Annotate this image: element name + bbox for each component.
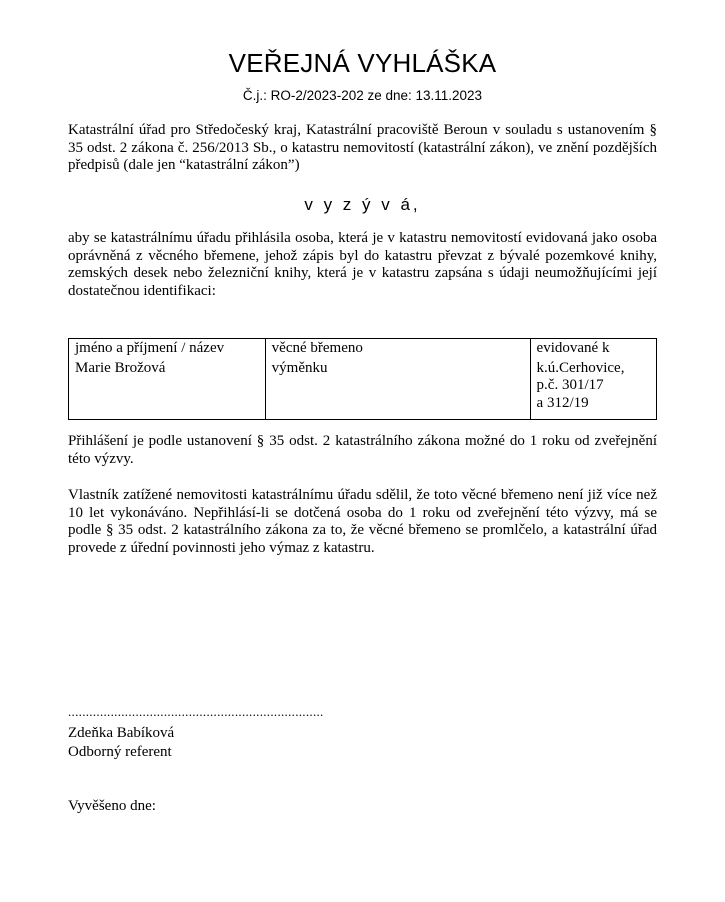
owner-statement-paragraph: Vlastník zatížené nemovitosti katastrálnímu úřadu sdělil, že toto věcné břemeno není již více než 10 let vykonáváno. Nepřihlásí-li se dotčená osoba do 1 roku od zveřejnění této výzvy, má se podle § 35 odst. 2 katastrálního zákona za to, že věcné břemeno se promlčelo, a katastrální úřad provede z úřední povinnosti jeho výmaz z katastru.: [68, 487, 657, 556]
column-header-registered: evidované k: [530, 339, 656, 359]
reference-number: Č.j.: RO-2/2023-202 ze dne: 13.11.2023: [242, 88, 483, 103]
cell-name: Marie Brožová: [69, 359, 266, 420]
registered-line: k.ú.Cerhovice,: [536, 359, 625, 376]
document-title: VEŘEJNÁ VYHLÁŠKA: [228, 48, 497, 78]
registered-line: p.č. 301/17: [536, 377, 604, 393]
request-paragraph: aby se katastrálnímu úřadu přihlásila osoba, která je v katastru nemovitostí evidovaná jako osoba oprávněná z věcného břemene, jehož zápis byl do katastru převzat z bývalé pozemkové knihy, zemských desek nebo železniční knihy, která je v katastru zapsána s údaji neumožňujícími její dostatečnou identifikaci:: [68, 230, 657, 299]
table-row: [69, 359, 657, 420]
registered-line: a 312/19: [536, 394, 589, 411]
signatory-position: Odborný referent: [68, 744, 172, 760]
intro-paragraph: Katastrální úřad pro Středočeský kraj, Katastrální pracoviště Beroun v souladu s ustanovením § 35 odst. 2 zákona č. 256/2013 Sb., o katastru nemovitostí (katastrální zákon), ve znění pozdějších předpisů (dale jen “katastrální zákon”): [68, 122, 657, 173]
posted-date-label: Vyvěšeno dne:: [68, 798, 156, 814]
registration-paragraph: Přihlášení je podle ustanovení § 35 odst. 2 katastrálního zákona možné do 1 roku od zveřejnění této výzvy.: [68, 433, 657, 467]
signature-line: ........................................................................: [68, 704, 324, 719]
cell-registered: [530, 359, 656, 420]
table-header-row: [69, 339, 657, 359]
callout-heading: v y z ý v á,: [304, 195, 421, 214]
cell-easement: výměnku: [265, 359, 530, 420]
column-header-easement: věcné břemeno: [265, 339, 530, 359]
column-header-name: jméno a příjmení / název: [69, 339, 266, 359]
easement-table: [68, 338, 657, 420]
signatory-name: Zdeňka Babíková: [68, 725, 175, 741]
